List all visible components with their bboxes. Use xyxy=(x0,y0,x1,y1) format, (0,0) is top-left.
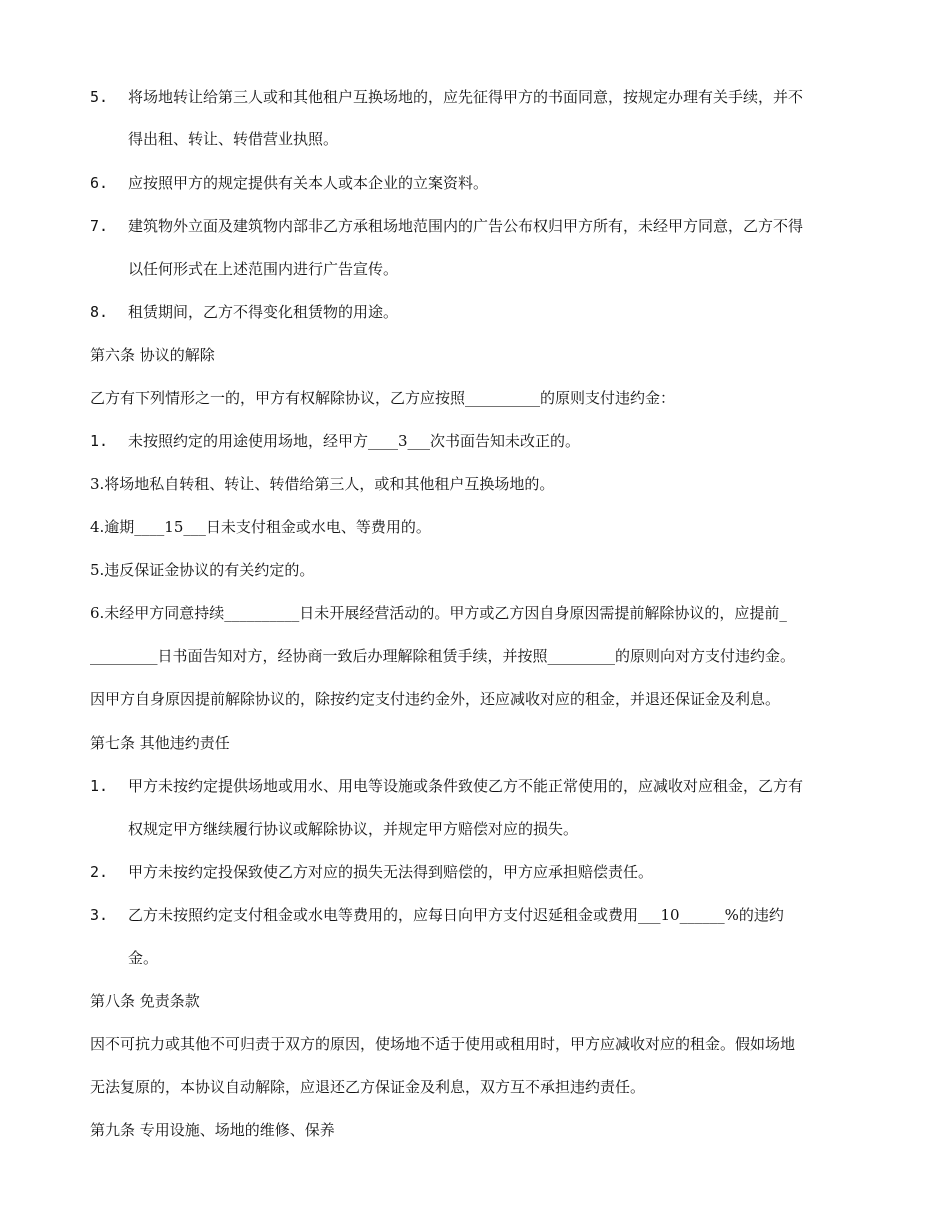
clause-6 xyxy=(90,173,488,193)
termination-item-6-line-2: _________日书面告知对方，经协商一致后办理解除租赁手续，并按照_________的原则向对方支付违约金。 xyxy=(90,647,796,665)
clause-text: 租赁期间，乙方不得变化租赁物的用途。 xyxy=(128,303,399,321)
clause-text: 建筑物外立面及建筑物内部非乙方承租场地范围内的广告公布权归甲方所有，未经甲方同意，乙方不得 xyxy=(128,217,804,235)
clause-8 xyxy=(90,302,398,322)
liability-item-3-line-1 xyxy=(90,905,784,925)
clause-5-line-1 xyxy=(90,87,803,107)
liability-item-2 xyxy=(90,862,653,882)
termination-item-5: 5.违反保证金协议的有关约定的。 xyxy=(90,561,315,579)
clause-text: 未按照约定的用途使用场地，经甲方____3___次书面告知未改正的。 xyxy=(128,432,581,450)
article-7-heading: 第七条 其他违约责任 xyxy=(90,734,230,752)
item-number: 2. xyxy=(90,863,109,881)
termination-item-4: 4.逾期____15___日未支付租金或水电、等费用的。 xyxy=(90,518,431,536)
item-number: 3. xyxy=(90,906,109,924)
clause-text: 乙方未按照约定支付租金或水电等费用的，应每日向甲方支付迟延租金或费用___10______%的违约 xyxy=(128,906,784,924)
item-number: 1. xyxy=(90,777,109,795)
clause-7-line-2: 以任何形式在上述范围内进行广告宣传。 xyxy=(128,260,399,278)
item-number: 7. xyxy=(90,217,109,235)
liability-item-3-line-2: 金。 xyxy=(128,949,159,967)
clause-text: 甲方未按约定投保致使乙方对应的损失无法得到赔偿的，甲方应承担赔偿责任。 xyxy=(128,863,654,881)
article-9-heading: 第九条 专用设施、场地的维修、保养 xyxy=(90,1121,335,1139)
clause-text: 将场地转让给第三人或和其他租户互换场地的，应先征得甲方的书面同意，按规定办理有关手续，并不 xyxy=(128,88,804,106)
clause-5-line-2: 得出租、转让、转借营业执照。 xyxy=(128,130,339,148)
item-number: 6. xyxy=(90,174,109,192)
article-8-text-line-2: 无法复原的，本协议自动解除，应退还乙方保证金及利息，双方互不承担违约责任。 xyxy=(90,1078,646,1096)
clause-text: 甲方未按约定提供场地或用水、用电等设施或条件致使乙方不能正常使用的，应减收对应租金，乙方有 xyxy=(128,777,804,795)
item-number: 8. xyxy=(90,303,109,321)
article-8-heading: 第八条 免责条款 xyxy=(90,992,200,1010)
termination-item-3: 3.将场地私自转租、转让、转借给第三人，或和其他租户互换场地的。 xyxy=(90,475,555,493)
article-8-text-line-1: 因不可抗力或其他不可归责于双方的原因，使场地不适于使用或租用时，甲方应减收对应的租金。假如场地 xyxy=(90,1035,796,1053)
termination-item-6-line-1: 6.未经甲方同意持续__________日未开展经营活动的。甲方或乙方因自身原因需提前解除协议的，应提前_ xyxy=(90,604,787,622)
clause-7-line-1 xyxy=(90,216,803,236)
termination-item-6-line-3: 因甲方自身原因提前解除协议的，除按约定支付违约金外，还应减收对应的租金，并退还保证金及利息。 xyxy=(90,690,781,708)
item-number: 1. xyxy=(90,432,109,450)
liability-item-1-line-2: 权规定甲方继续履行协议或解除协议，并规定甲方赔偿对应的损失。 xyxy=(128,820,579,838)
liability-item-1-line-1 xyxy=(90,776,803,796)
article-6-heading: 第六条 协议的解除 xyxy=(90,346,215,364)
clause-text: 应按照甲方的规定提供有关本人或本企业的立案资料。 xyxy=(128,174,489,192)
item-number: 5. xyxy=(90,88,109,106)
termination-item-1 xyxy=(90,431,580,451)
article-6-intro: 乙方有下列情形之一的，甲方有权解除协议，乙方应按照__________的原则支付违约金： xyxy=(90,389,676,407)
